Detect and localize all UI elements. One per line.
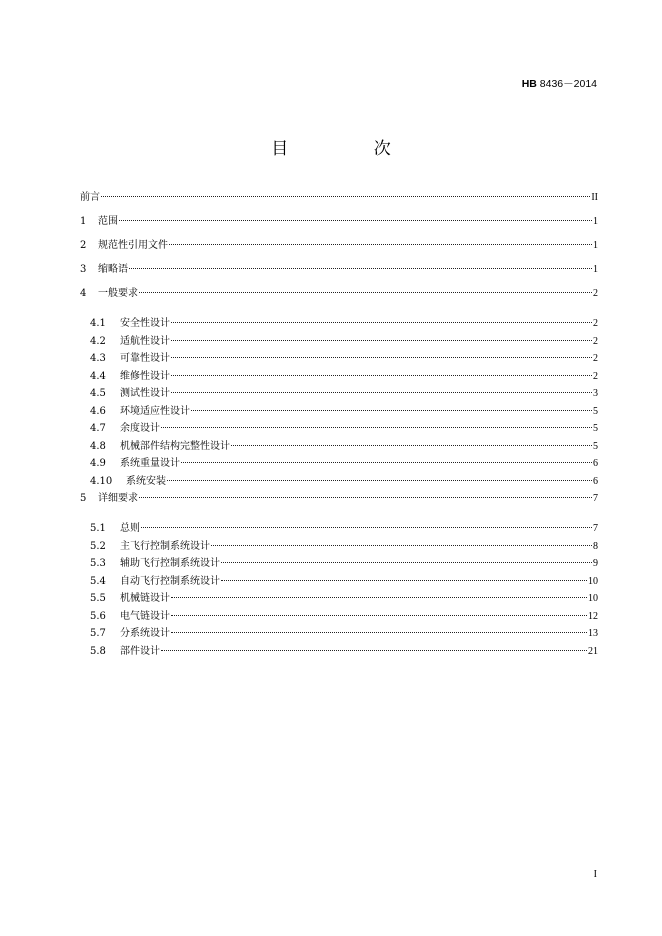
- toc-leader-dots: [171, 357, 592, 358]
- toc-entry-label: 安全性设计: [120, 318, 170, 329]
- toc-entry[interactable]: [80, 489, 598, 513]
- toc-entry-number: 4.1: [90, 318, 106, 329]
- toc-entry-label: 详细要求: [98, 493, 138, 504]
- toc-entry-page: 3: [593, 388, 598, 399]
- toc-entry-label: 主飞行控制系统设计: [120, 540, 210, 552]
- toc-entry[interactable]: [80, 454, 598, 472]
- toc-leader-dots: [139, 292, 592, 293]
- table-of-contents: [80, 188, 598, 659]
- toc-entry[interactable]: [80, 349, 598, 367]
- toc-entry[interactable]: [80, 212, 598, 236]
- toc-entry-page: 1: [593, 240, 598, 251]
- toc-entry[interactable]: [80, 419, 598, 437]
- toc-entry-page: 12: [588, 610, 598, 622]
- toc-leader-dots: [139, 497, 592, 498]
- toc-entry[interactable]: [80, 260, 598, 284]
- toc-entry[interactable]: [80, 384, 598, 402]
- toc-leader-dots: [221, 562, 592, 563]
- toc-entry-label: 辅助飞行控制系统设计: [120, 558, 220, 569]
- toc-entry-page: 8: [593, 540, 598, 552]
- toc-leader-dots: [129, 268, 592, 269]
- toc-entry-page: 1: [593, 264, 598, 275]
- toc-leader-dots: [191, 410, 592, 411]
- toc-entry-page: 7: [593, 523, 598, 534]
- toc-entry-number: 5.7: [90, 628, 106, 639]
- toc-entry-number: 4.7: [90, 423, 106, 434]
- toc-leader-dots: [161, 427, 592, 428]
- toc-entry-number: 4.3: [90, 353, 106, 364]
- toc-entry[interactable]: [80, 642, 598, 660]
- toc-entry-label: 一般要求: [98, 288, 138, 299]
- toc-entry[interactable]: [80, 188, 598, 212]
- toc-entry-page: 9: [593, 558, 598, 569]
- standard-code: [522, 76, 597, 91]
- toc-entry-page: 1: [593, 216, 598, 227]
- toc-entry-label: 机械链设计: [120, 593, 170, 604]
- toc-entry-page: 5: [593, 405, 598, 417]
- toc-entry-label: 总则: [120, 523, 140, 534]
- toc-leader-dots: [171, 615, 587, 616]
- toc-entry-page: 2: [593, 370, 598, 382]
- toc-entry-page: 5: [593, 440, 598, 452]
- toc-entry[interactable]: [80, 589, 598, 607]
- toc-entry[interactable]: [80, 519, 598, 537]
- toc-leader-dots: [161, 650, 587, 651]
- toc-entry-number: 5.4: [90, 575, 106, 587]
- toc-entry-page: II: [591, 192, 598, 203]
- toc-entry-number: 4: [80, 288, 87, 299]
- toc-entry-label: 余度设计: [120, 423, 160, 434]
- toc-entry[interactable]: [80, 437, 598, 455]
- page-number: I: [593, 869, 597, 880]
- toc-entry-page: 2: [593, 335, 598, 347]
- toc-entry-number: 5.2: [90, 540, 106, 552]
- toc-entry-number: 5.6: [90, 610, 106, 622]
- page-title: 目 次: [271, 139, 431, 159]
- toc-entry-page: 2: [593, 318, 598, 329]
- toc-leader-dots: [171, 632, 587, 633]
- toc-entry-number: 4.9: [90, 458, 106, 469]
- toc-entry[interactable]: [80, 367, 598, 385]
- toc-leader-dots: [141, 527, 592, 528]
- toc-entry-page: 2: [593, 353, 598, 364]
- toc-entry-page: 2: [593, 288, 598, 299]
- toc-entry[interactable]: [80, 537, 598, 555]
- toc-leader-dots: [119, 220, 592, 221]
- toc-entry-number: 1: [80, 216, 87, 227]
- toc-leader-dots: [171, 597, 587, 598]
- toc-entry-label: 系统安装: [126, 475, 166, 487]
- toc-entry-number: 5: [80, 493, 87, 504]
- toc-entry[interactable]: [80, 624, 598, 642]
- toc-entry-label: 范围: [98, 216, 118, 227]
- toc-leader-dots: [221, 580, 587, 581]
- toc-leader-dots: [171, 392, 592, 393]
- toc-entry-label: 部件设计: [120, 645, 160, 657]
- toc-entry-number: 5.3: [90, 558, 106, 569]
- toc-entry-number: 4.6: [90, 405, 106, 417]
- toc-entry[interactable]: [80, 314, 598, 332]
- toc-entry-page: 5: [593, 423, 598, 434]
- toc-entry-page: 7: [593, 493, 598, 504]
- toc-entry-label: 维修性设计: [120, 370, 170, 382]
- toc-entry-number: 2: [80, 240, 87, 251]
- toc-entry-label: 规范性引用文件: [98, 240, 168, 251]
- toc-entry-label: 机械部件结构完整性设计: [120, 440, 230, 452]
- toc-entry-number: 5.1: [90, 523, 106, 534]
- standard-code-number: 8436－2014: [536, 78, 597, 90]
- toc-entry-number: 3: [80, 264, 87, 275]
- standard-code-prefix: HB: [521, 78, 537, 90]
- toc-entry[interactable]: [80, 607, 598, 625]
- toc-entry[interactable]: [80, 402, 598, 420]
- toc-entry-label: 适航性设计: [120, 335, 170, 347]
- toc-entry-page: 21: [588, 645, 598, 657]
- toc-leader-dots: [101, 196, 590, 197]
- toc-entry-label: 前言: [80, 192, 100, 203]
- toc-entry-number: 4.5: [90, 388, 106, 399]
- toc-entry[interactable]: [80, 236, 598, 260]
- toc-entry-page: 10: [588, 575, 598, 587]
- toc-entry-number: 5.8: [90, 645, 106, 657]
- toc-entry-label: 分系统设计: [120, 628, 170, 639]
- toc-entry-label: 环境适应性设计: [120, 405, 190, 417]
- toc-entry-number: 5.5: [90, 593, 106, 604]
- toc-entry[interactable]: [80, 472, 598, 490]
- toc-entry-label: 缩略语: [98, 264, 128, 275]
- toc-entry-page: 13: [588, 628, 598, 639]
- toc-leader-dots: [171, 375, 592, 376]
- toc-entry[interactable]: [80, 284, 598, 308]
- toc-leader-dots: [181, 462, 592, 463]
- toc-entry-page: 10: [588, 593, 598, 604]
- toc-entry-number: 4.2: [90, 335, 106, 347]
- toc-entry[interactable]: [80, 332, 598, 350]
- toc-entry[interactable]: [80, 572, 598, 590]
- toc-leader-dots: [171, 322, 592, 323]
- toc-entry-number: 4.10: [90, 475, 113, 487]
- toc-entry-page: 6: [593, 458, 598, 469]
- toc-entry-number: 4.8: [90, 440, 106, 452]
- toc-leader-dots: [167, 480, 592, 481]
- toc-entry-label: 可靠性设计: [120, 353, 170, 364]
- toc-entry-label: 测试性设计: [120, 388, 170, 399]
- toc-entry-label: 电气链设计: [120, 610, 170, 622]
- toc-leader-dots: [231, 445, 592, 446]
- toc-leader-dots: [169, 244, 592, 245]
- toc-leader-dots: [211, 545, 592, 546]
- toc-entry-page: 6: [593, 475, 598, 487]
- toc-leader-dots: [171, 340, 592, 341]
- toc-entry[interactable]: [80, 554, 598, 572]
- toc-entry-number: 4.4: [90, 370, 106, 382]
- toc-entry-label: 自动飞行控制系统设计: [120, 575, 220, 587]
- toc-entry-label: 系统重量设计: [120, 458, 180, 469]
